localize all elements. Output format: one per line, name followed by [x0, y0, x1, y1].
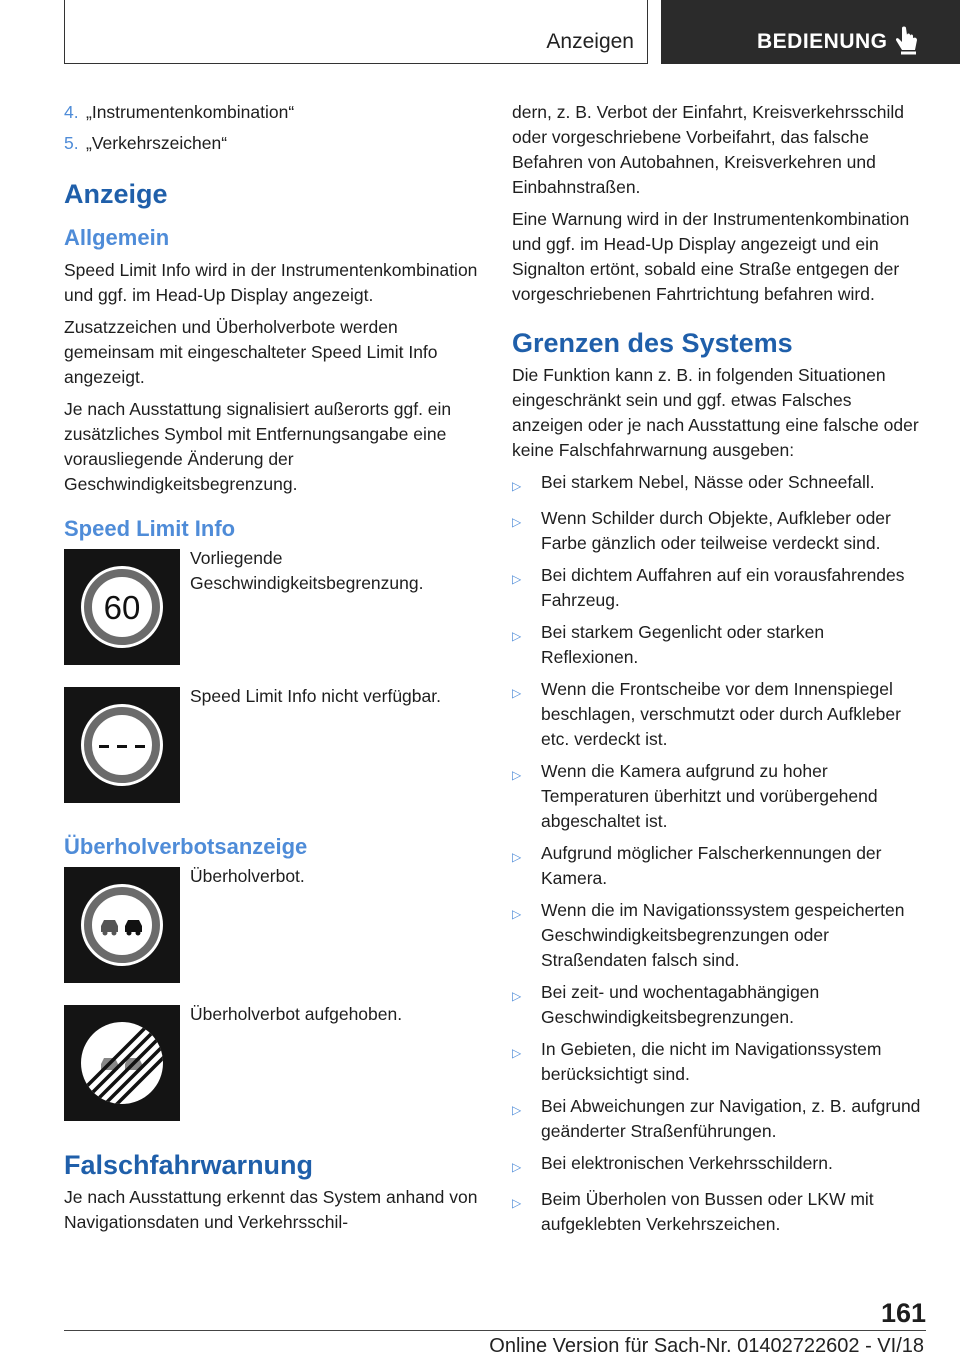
- paragraph: dern, z. B. Verbot der Einfahrt, Kreisverkehrsschild oder vorgeschriebene Vorbeifahrt, das falsche Befahren von Autobahnen, Kreisverkehren und Einbahnstraßen.: [512, 102, 904, 197]
- heading-grenzen-des-systems: Grenzen des Systems: [512, 328, 793, 358]
- header-chapter-label: BEDIENUNG: [757, 30, 888, 53]
- list-item-text: Wenn die im Navigationssystem gespeicherten Geschwindigkeitsbegrenzungen oder Straßendaten falsch sind.: [541, 900, 905, 970]
- sign-row: [64, 867, 478, 983]
- limitations-list: [512, 470, 926, 1237]
- list-item-text: Bei elektronischen Verkehrsschildern.: [541, 1153, 833, 1173]
- heading-allgemein: Allgemein: [64, 225, 170, 250]
- list-item: [512, 841, 926, 891]
- right-column: [512, 100, 926, 1244]
- bullet-triangle-icon: ▷: [512, 686, 522, 700]
- sign-row: [64, 687, 478, 803]
- bullet-triangle-icon: ▷: [512, 515, 522, 529]
- bullet-triangle-icon: ▷: [512, 1196, 522, 1210]
- list-item: [512, 677, 926, 752]
- list-item: [512, 1094, 926, 1144]
- list-item-text: In Gebieten, die nicht im Navigationssystem berücksichtigt sind.: [541, 1039, 882, 1084]
- list-item: [512, 1151, 926, 1180]
- end-of-no-overtaking-sign-icon: [64, 1005, 180, 1121]
- hand-pointer-icon: [893, 26, 921, 56]
- bullet-triangle-icon: ▷: [512, 1046, 522, 1060]
- bullet-triangle-icon: ▷: [512, 850, 522, 864]
- numbered-item: [64, 131, 478, 156]
- footer-divider: [64, 1330, 926, 1331]
- list-item-text: Beim Überholen von Bussen oder LKW mit aufgeklebten Verkehrszeichen.: [541, 1189, 874, 1234]
- paragraph: Je nach Ausstattung erkennt das System anhand von Navigationsdaten und Verkehrsschil-: [64, 1187, 478, 1232]
- bullet-triangle-icon: ▷: [512, 572, 522, 586]
- list-item-text: Bei zeit- und wochentagabhängigen Geschwindigkeitsbegrenzungen.: [541, 982, 820, 1027]
- sign-number: 60: [103, 589, 141, 626]
- header-section-title: Anzeigen: [546, 30, 634, 53]
- item-number: 5.: [64, 133, 79, 153]
- list-item: [512, 759, 926, 834]
- speed-limit-60-sign-icon: [64, 549, 180, 665]
- list-item: [512, 1187, 926, 1237]
- list-item-text: Wenn die Kamera aufgrund zu hoher Temperaturen überhitzt und vorübergehend abgeschaltet ist.: [541, 761, 878, 831]
- no-overtaking-sign-icon: [64, 867, 180, 983]
- paragraph: Zusatzzeichen und Überholverbote werden gemeinsam mit eingeschalteter Speed Limit Info angezeigt.: [64, 317, 438, 387]
- paragraph: Die Funktion kann z. B. in folgenden Situationen eingeschränkt sein und ggf. etwas Falsches anzeigen oder je nach Ausstattung eine falsche oder keine Falschfahrwarnung ausgeben:: [512, 365, 919, 460]
- sign-row: [64, 549, 478, 665]
- list-item: [512, 506, 926, 556]
- bullet-triangle-icon: ▷: [512, 1160, 522, 1174]
- bullet-triangle-icon: ▷: [512, 989, 522, 1003]
- bullet-triangle-icon: ▷: [512, 907, 522, 921]
- list-item: [512, 898, 926, 973]
- item-text: „Instrumentenkombination“: [86, 102, 295, 122]
- sign-description: Vorliegende Geschwindigkeitsbegrenzung.: [190, 548, 424, 593]
- list-item-text: Bei Abweichungen zur Navigation, z. B. aufgrund geänderter Straßenführungen.: [541, 1096, 921, 1141]
- list-item-text: Bei starkem Nebel, Nässe oder Schneefall.: [541, 472, 875, 492]
- header-chapter-tab: [661, 0, 960, 64]
- paragraph: Eine Warnung wird in der Instrumentenkombination und ggf. im Head-Up Display angezeigt und ein Signalton ertönt, sobald eine Straße entgegen der vorgeschriebenen Fahrtrichtung befahren wird.: [512, 209, 910, 304]
- list-item: [512, 470, 926, 499]
- numbered-item: [64, 100, 478, 125]
- sign-row: [64, 1005, 478, 1121]
- sign-description: Überholverbot aufgehoben.: [190, 1004, 403, 1024]
- sign-description: Überholverbot.: [190, 866, 305, 886]
- bullet-triangle-icon: ▷: [512, 1103, 522, 1117]
- list-item-text: Bei starkem Gegenlicht oder starken Reflexionen.: [541, 622, 825, 667]
- list-item-text: Wenn Schilder durch Objekte, Aufkleber oder Farbe gänzlich oder teilweise verdeckt sind.: [541, 508, 891, 553]
- paragraph: Je nach Ausstattung signalisiert außerorts ggf. ein zusätzliches Symbol mit Entfernungsangabe eine vorausliegende Änderung der Geschwindigkeitsbegrenzung.: [64, 399, 452, 494]
- list-item: [512, 980, 926, 1030]
- sign-description: Speed Limit Info nicht verfügbar.: [190, 686, 441, 706]
- item-text: „Verkehrszeichen“: [86, 133, 228, 153]
- heading-falschfahrwarnung: Falschfahrwarnung: [64, 1150, 314, 1180]
- list-item-text: Bei dichtem Auffahren auf ein vorausfahrendes Fahrzeug.: [541, 565, 905, 610]
- heading-speed-limit-info: Speed Limit Info: [64, 516, 236, 541]
- list-item: [512, 563, 926, 613]
- list-item-text: Aufgrund möglicher Falscherkennungen der Kamera.: [541, 843, 882, 888]
- footer-version-text: Online Version für Sach-Nr. 01402722602 - VI/18: [489, 1335, 924, 1357]
- item-number: 4.: [64, 102, 79, 122]
- bullet-triangle-icon: ▷: [512, 629, 522, 643]
- list-item: [512, 1037, 926, 1087]
- list-item: [512, 620, 926, 670]
- page-number: 161: [880, 1298, 926, 1328]
- speed-limit-unavailable-sign-icon: [64, 687, 180, 803]
- heading-ueberholverbotsanzeige: Überholverbotsanzeige: [64, 834, 308, 859]
- paragraph: Speed Limit Info wird in der Instrumentenkombination und ggf. im Head-Up Display angezeigt.: [64, 260, 478, 305]
- heading-anzeige: Anzeige: [64, 179, 168, 209]
- left-column: [64, 100, 478, 1242]
- bullet-triangle-icon: ▷: [512, 479, 522, 493]
- bullet-triangle-icon: ▷: [512, 768, 522, 782]
- list-item-text: Wenn die Frontscheibe vor dem Innenspiegel beschlagen, verschmutzt oder durch Aufkleber etc. verdeckt ist.: [541, 679, 901, 749]
